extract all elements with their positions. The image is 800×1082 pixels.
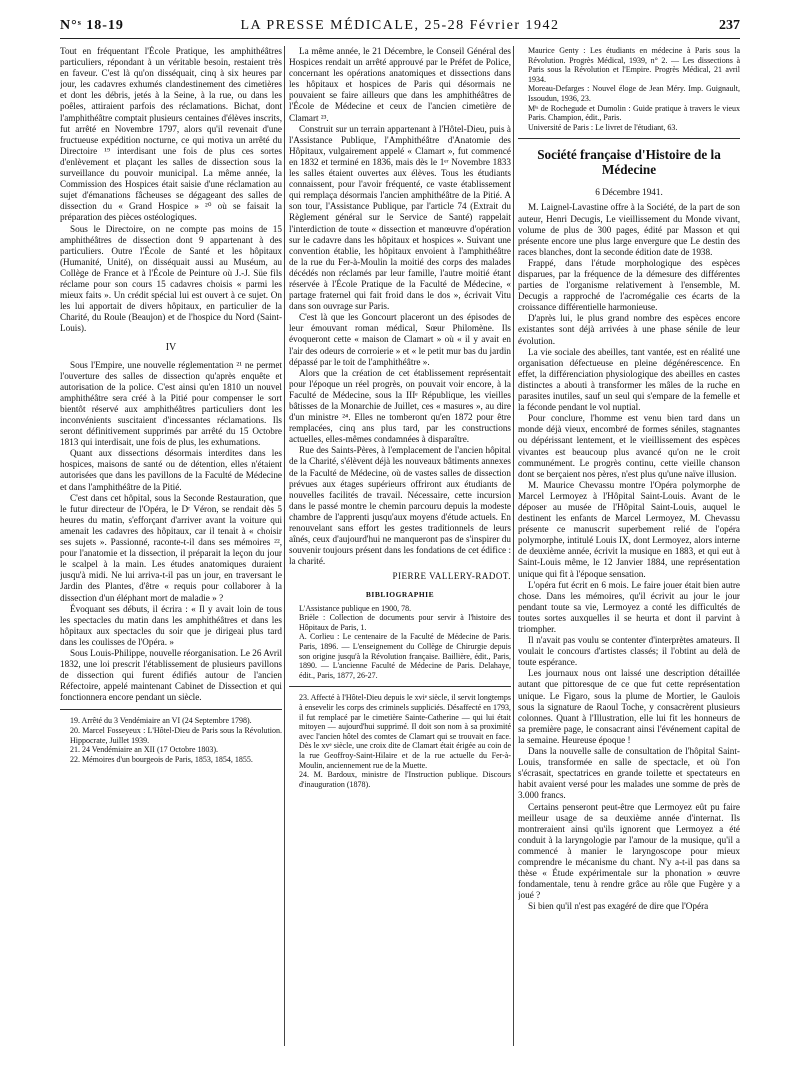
bibliography-entry: Université de Paris : Le livret de l'étudiant, 63.: [528, 122, 678, 132]
paragraph: Sous le Directoire, on ne compte pas moins de 15 amphithéâtres de dissection dont 9 appartenant à des particuliers. Outre l'École de Santé et les hôpitaux (Humanité, Unité), on disséquait aussi au Muséum, au Collège de France et à l'École de Peinture où J.-J. Süe fils réclame pour son cours 15 cadavres choisis « parmi les mieux faits ». Un crédit spécial lui est ouvert à ce sujet. On les lui apportait de divers hôpitaux, en particulier de la Charité, du Roule (Beaujon) et de l'hospice du Nord (Saint-Louis).: [60, 223, 282, 334]
column-divider: [513, 46, 514, 1046]
paragraph: Les journaux nous ont laissé une description détaillée autant que pittoresque de ce que fut cette représentation unique. Le Figaro, sous la plume de Mortier, le Gaulois sous la signature de Raoul Toche, y consacrèrent plusieurs colonnes. Quant à l'Illustration, elle lui fit les honneurs de sa première page, le consacrant ainsi l'événement capital de la semaine. Heureuse époque !: [518, 668, 740, 745]
issue-number: N°ˢ 18-19: [60, 18, 124, 33]
paragraph: Sous l'Empire, une nouvelle réglementation ²¹ ne permet l'ouverture des salles de dissection qu'après enquête et autorisation de la police. C'est ainsi qu'en 1810 un nouvel amphithéâtre sera créé à la Pitié pour compenser le sort bientôt réservé aux amphithéâtres particuliers dont les inconvénients suscitaient d'incessantes réclamations. Ils seront définitivement supprimés par arrêté du 15 Octobre 1813 qui interdisait, une fois de plus, les exhumations.: [60, 359, 282, 448]
paragraph: Il n'avait pas voulu se contenter d'interprètes amateurs. Il voulait le concours d'artistes classés; il l'obtint au delà de toute espérance.: [518, 635, 740, 668]
footnote: 21. 24 Vendémiaire an XII (17 Octobre 1803).: [70, 745, 219, 755]
paragraph: Frappé, dans l'étude morphologique des espèces disparues, par la fréquence de la démesure des différentes parties de l'organisme relativement à l'ensemble, M. Decugis a rapproché de l'acromégalie ces écarts de la croissance différentielle harmonieuse.: [518, 257, 740, 313]
footnote: 22. Mémoires d'un bourgeois de Paris, 1853, 1854, 1855.: [70, 754, 253, 764]
paragraph: Si bien qu'il n'est pas exagéré de dire que l'Opéra: [528, 901, 709, 912]
bibliography-entry: Brièle : Collection de documents pour servir à l'histoire des Hôpitaux de Paris, 1.: [299, 613, 511, 632]
paragraph: Sous Louis-Philippe, nouvelle réorganisation. Le 26 Avril 1832, une loi prescrit l'établissement de plusieurs pavillons de dissection qui furent édifiés autour de l'ancien Réfectoire, appelé maintenant Cabinet de Dissection et qui fonctionnera encore pendant un siècle.: [60, 647, 282, 703]
paragraph: Rue des Saints-Pères, à l'emplacement de l'ancien hôpital de la Charité, s'élèvent déjà les nouveaux bâtiments annexes de la Faculté de Médecine, où de vastes salles de dissection prévues aux étages supérieurs offriront aux étudiants de nouvelles facilités de travail. Nécessaire, cette incursion dans le passé montre le chemin parcouru depuis la modeste chambre de l'apprenti jusqu'aux moyens d'étude actuels. En renouvelant sans effort les gestes traditionnels de leurs aînés, ceux d'aujourd'hui ne manqueront pas de s'inspirer du souvenir toujours présent dans les fondations de cet édifice : la charité.: [289, 445, 511, 567]
journal-title: LA PRESSE MÉDICALE, 25-28 Février 1942: [240, 18, 560, 33]
footnote: 19. Arrêté du 3 Vendémiaire an VI (24 Septembre 1798).: [70, 716, 252, 726]
bibliography-entry: A. Corlieu : Le centenaire de la Faculté de Médecine de Paris. Paris, 1896. — L'enseignement du Collège de Chirurgie depuis son origine jusqu'à la Révolution française. Baillière, édit., Paris, 1890. — L'ancienne Faculté de Médecine de Paris. Delahaye, édit., Paris, 1877, 26-27.: [299, 632, 511, 680]
paragraph: M. Maurice Chevassu montre l'Opéra polymorphe de Marcel Lermoyez à l'Hôpital Saint-Louis. Avant de le déposer au musée de l'Hôpital Saint-Louis, auquel le destinent les enfants de Marcel Lermoyez, M. Chevassu présente ce manuscrit superbement relié de l'opéra polymorphe, intitulé Louis IX, dont Lermoyez, alors interne de deuxième année, écrivit la musique en 1883, et qui eut à Saint-Louis même, le 12 Janvier 1884, une représentation unique qui fit à l'époque sensation.: [518, 479, 740, 579]
footnote-rule: [289, 686, 511, 687]
footnote: 20. Marcel Fosseyeux : L'Hôtel-Dieu de Paris sous la Révolution. Hippocrate, Juillet 1939.: [70, 726, 282, 745]
bibliography-heading: BIBLIOGRAPHIE: [365, 589, 435, 599]
paragraph: La vie sociale des abeilles, tant vantée, est en réalité une organisation défectueuse en pleine dégénérescence. En effet, la différenciation physiologique des abeilles en castes distinctes a abouti à transformer les mâles de la ruche en parasites inutiles, sauf un seul qui s'empare de la femelle et la féconde pendant le vol nuptial.: [518, 346, 740, 413]
paragraph: Tout en fréquentant l'École Pratique, les amphithéâtres particuliers, répondant à un véritable besoin, restaient très en faveur. C'est là qu'on disséquait, cinq à six heures par jour, les cadavres exhumés clandestinement des cimetières et dont les débris, jetés à la Seine, à la rue, ou dans les poêles, attiraient parfois des réclamations. Bichat, dont l'amphithéâtre comptait plusieurs centaines d'élèves inscrits, fut arrêté en Novembre 1797, alors qu'il revenait d'une fructueuse expédition nocturne, ce qui motiva un arrêté du Directoire ¹⁹ interdisant une fois de plus ces sortes d'enlèvement et plaçant les salles de dissection sous la surveillance du pouvoir municipal. La même année, la Commission des Hospices était saisie d'une réclamation au sujet d'émanations fâcheuses se dégageant des salles de dissection du « Grand Hospice » ²⁰ où se faisait la préparation des pièces ostéologiques.: [60, 46, 282, 223]
footnote: 24. M. Bardoux, ministre de l'Instruction publique. Discours d'inauguration (1878).: [299, 770, 511, 789]
bibliography-entry: Mⁱˢ de Rochegude et Dumolin : Guide pratique à travers le vieux Paris. Champion, édit., Paris.: [528, 103, 740, 123]
meeting-date: 6 Décembre 1941.: [595, 187, 663, 198]
page-header: [60, 16, 740, 39]
paragraph: Pour conclure, l'homme est venu bien tard dans un monde déjà vieux, encombré de formes séniles, stagnantes ou dépérissant lentement, et le vieillissement des espèces vivantes est beaucoup plus avancé qu'on ne le croit communément. Le progrès continu, cette vieille chanson dont se berçaient nos pères, n'est plus qu'une naïve illusion.: [518, 413, 740, 479]
paragraph: Quant aux dissections désormais interdites dans les hospices, maisons de santé ou de détention, elles n'étaient autorisées que dans les pavillons de la Faculté de Médecine et dans l'amphithéâtre de la Pitié.: [60, 448, 282, 492]
page-number: 237: [719, 18, 740, 33]
paragraph: Alors que la création de cet établissement représentait pour l'époque un réel progrès, on pouvait voir encore, à la Faculté de Médecine, sous la IIIᵉ République, les vieilles bâtisses de la Monarchie de Juillet, ces « masures », au dire d'un ministre ²⁴. Elles ne tomberont qu'en 1872 pour être remplacées, cinq ans plus tard, par les constructions actuelles, elles-mêmes condamnées à disparaître.: [289, 367, 511, 445]
paragraph: Certains penseront peut-être que Lermoyez eût pu faire meilleur usage de sa deuxième année d'internat. Ils montreraient ainsi qu'ils ignorent que Lermoyez a été conduit à la laryngologie par l'amour de la musique, qu'il a commencé à manier le laryngoscope pour mieux comprendre le mécanisme du chant. N'y a-t-il pas dans sa thèse « Étude expérimentale sur la phonation » œuvre fondamentale, tenu à rendre grâce au rôle que Fugère y a joué ?: [518, 801, 740, 901]
bibliography-entry: Moreau-Defarges : Nouvel éloge de Jean Méry. Imp. Guignault, Issoudun, 1936, 23.: [528, 84, 740, 103]
paragraph: Évoquant ses débuts, il écrira : « Il y avait loin de tous les spectacles du matin dans les amphithéâtres et dans les hôpitaux aux spectacles du soir que je dirigeai plus tard dans les coulisses de l'Opéra. »: [60, 603, 282, 647]
paragraph: L'opéra fut écrit en 6 mois. Le faire jouer était bien autre chose. Dans les mémoires, qu'il écrivit au jour le jour pendant toute sa vie, Lermoyez a conté les difficultés de toutes sortes auxquelles il se heurta et dont il parvint à triompher.: [518, 579, 740, 634]
paragraph: C'est là que les Goncourt placeront un des épisodes de leur émouvant roman médical, Sœur Philomène. Ils évoqueront cette « maison de Clamart » où « il y avait en l'air des odeurs de corroierie » et « le petit mur bas du jardin dépassé par le toit de l'amphithéâtre ».: [289, 312, 511, 367]
footnote-rule: [60, 709, 282, 710]
paragraph: Dans la nouvelle salle de consultation de l'hôpital Saint-Louis, transformée en salle de spectacle, et où l'on s'écrasait, spectatrices en grande toilette et spectateurs en habit avaient versé pour les malades une somme de près de 3.000 francs.: [518, 746, 740, 801]
column-divider: [284, 46, 285, 1046]
bibliography-entry: Maurice Genty : Les étudiants en médecine à Paris sous la Révolution. Progrès Médical, 1939, n° 2. — Les dissections à Paris sous la Révolution et l'Empire. Progrès Médical, 21 avril 1934.: [528, 46, 740, 84]
bibliography-entry: L'Assistance publique en 1900, 78.: [299, 603, 412, 613]
column-3: [518, 46, 740, 1046]
column-2: [289, 46, 511, 1046]
section-rule: [518, 138, 740, 139]
paragraph: La même année, le 21 Décembre, le Conseil Général des Hospices rendait un arrêté approuvé par le Préfet de Police, concernant les opérations anatomiques et dissections dans les hôpitaux et hospices de Paris qui désormais ne pouvaient se faire ailleurs que dans les amphithéâtres de l'École de Médecine et ceux de l'ancien cimetière de Clamart ²³.: [289, 46, 511, 123]
column-1: [60, 46, 282, 1046]
paragraph: C'est dans cet hôpital, sous la Seconde Restauration, que le futur directeur de l'Opéra, le Dʳ Véron, se rendait dès 5 heures du matin, s'efforçant d'arriver avant la voiture qui amenait les cadavres des hôpitaux, car il tenait à « choisir ses sujets ». Passionné, raconte-t-il dans ses mémoires ²², pour l'anatomie et la dissection, il préparait la leçon du jour le scalpel à la main. Les études anatomiques duraient jusqu'à midi. Ne lui arriva-t-il pas un jour, en traversant le Jardin des Plantes, d'être « requis pour collaborer à la dissection d'un éléphant mort de maladie » ?: [60, 492, 282, 603]
paragraph: Construit sur un terrain appartenant à l'Hôtel-Dieu, puis à l'Assistance Publique, l'Amphithéâtre d'Anatomie des Hôpitaux, vulgairement appelé « Clamart », fut commencé en 1832 et terminé en 1836, mais dès le 1ᵉʳ Novembre 1833 les salles étaient ouvertes aux élèves. Tous les étudiants connaissent, pour l'avoir fréquenté, ce vaste établissement qui remplaça désormais l'ancien amphithéâtre de la Pitié. A son tour, l'Assistance Publique, par l'article 74 (Extrait du Règlement général sur le Service de Santé) rappelait l'interdiction de toute « dissection et manœuvre d'opération sur le cadavre dans les hôpitaux et hospices ». Suivant une convention établie, les hôpitaux envoient à l'amphithéâtre de la rue du Fer-à-Moulin la moitié des corps des malades décédés non réclamés par leur famille, l'autre moitié étant réservée à l'École Pratique de la Faculté de Médecine, « partage fraternel qui fait froid dans le dos », écrivait Vitu dans son ouvrage sur Paris.: [289, 123, 511, 312]
paragraph: D'après lui, le plus grand nombre des espèces encore existantes sont déjà arrivées à une phase sénile de leur évolution.: [518, 313, 740, 346]
paragraph: M. Laignel-Lavastine offre à la Société, de la part de son auteur, Henri Decugis, Le vieillissement du Monde vivant, volume de plus de 300 pages, édité par Masson et qui présente encore une plus large envergure que Le destin des races blanches, dont la seconde édition date de 1938.: [518, 202, 740, 257]
society-heading: Société française d'Histoire de la Médecine: [537, 147, 721, 178]
author-signature: PIERRE VALLERY-RADOT.: [392, 571, 511, 582]
footnote: 23. Affecté à l'Hôtel-Dieu depuis le xviᵉ siècle, il servit longtemps à ensevelir les corps des criminels suppliciés. Désaffecté en 1793, il fut remplacé par le cimetière Sainte-Catherine — qui lui était mitoyen — aujourd'hui supprimé. Il doit son nom à sa proximité avec l'ancien hôtel des comtes de Clamart qui se trouvait en face. Dès le xvᵉ siècle, une croix dite de Clamart était érigée au coin de la rue Geoffroy-Saint-Hilaire et de la rue actuelle du Fer-à-Moulin, anciennement rue de la Muette.: [299, 693, 511, 770]
section-number: IV: [165, 342, 177, 354]
